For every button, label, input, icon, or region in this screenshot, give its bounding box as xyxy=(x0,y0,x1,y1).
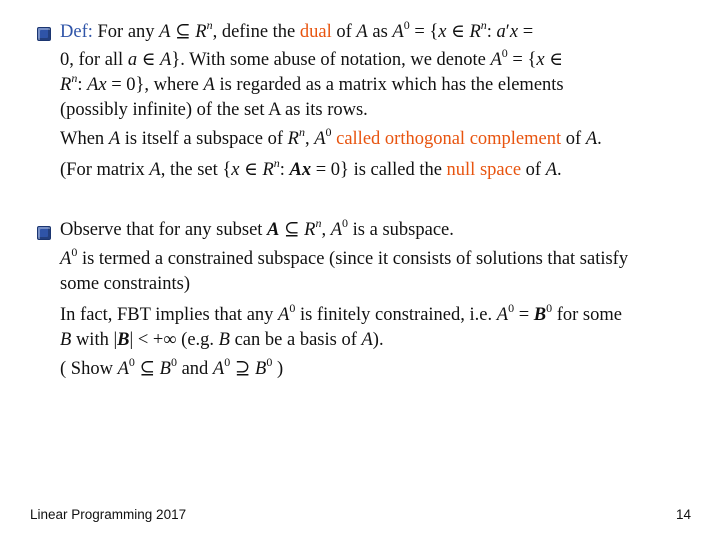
def-line-3: $R^n$: Ax = 0}, where A is regarded as a matrix which has the elements xyxy=(60,70,564,95)
obs-line-5: B with |B| < +∞ (e.g. B can be a basis of A). xyxy=(60,330,384,350)
def-label: Def: xyxy=(60,22,93,42)
def-line-1: Def: For any A ⊆ $R^n$, define the dual of A as $A^0 = \{x$ ∈ $R^n$: a′x = xyxy=(60,17,534,42)
page-number: 14 xyxy=(676,507,692,522)
obs-line-3: some constraints) xyxy=(60,274,190,294)
def-line-2: 0, for all a ∈ A}. With some abuse of notation, we denote $A^0 = \{x$ ∈ xyxy=(60,45,563,70)
obs-line-2: $A^0$ is termed a constrained subspace (since it consists of solutions that satisfy xyxy=(60,244,629,269)
bullet-icon xyxy=(37,226,51,240)
def-line-4: (possibly infinite) of the set A as its rows. xyxy=(60,100,368,120)
dual-term: dual xyxy=(299,22,332,42)
orthogonal-complement-term: called orthogonal complement xyxy=(336,129,562,149)
bullet-icon xyxy=(37,27,51,41)
def-line-5: When A is itself a subspace of $R^n$, $A^0$ called orthogonal complement of A. xyxy=(60,124,602,149)
footer-course-title: Linear Programming 2017 xyxy=(30,507,187,522)
obs-line-6: ( Show $A^0$ ⊆ $B^0$ and $A^0$ ⊇ $B^0$ ) xyxy=(60,354,284,379)
obs-line-1: Observe that for any subset A ⊆ $R^n$, $A^0$ is a subspace. xyxy=(60,215,454,240)
def-line-6: (For matrix A, the set {x ∈ $R^n$: Ax = 0} is called the null space of A. xyxy=(60,155,562,180)
obs-line-4: In fact, FBT implies that any $A^0$ is finitely constrained, i.e. $A^0 = B^0$ for some xyxy=(60,300,622,325)
null-space-term: null space xyxy=(446,160,522,180)
